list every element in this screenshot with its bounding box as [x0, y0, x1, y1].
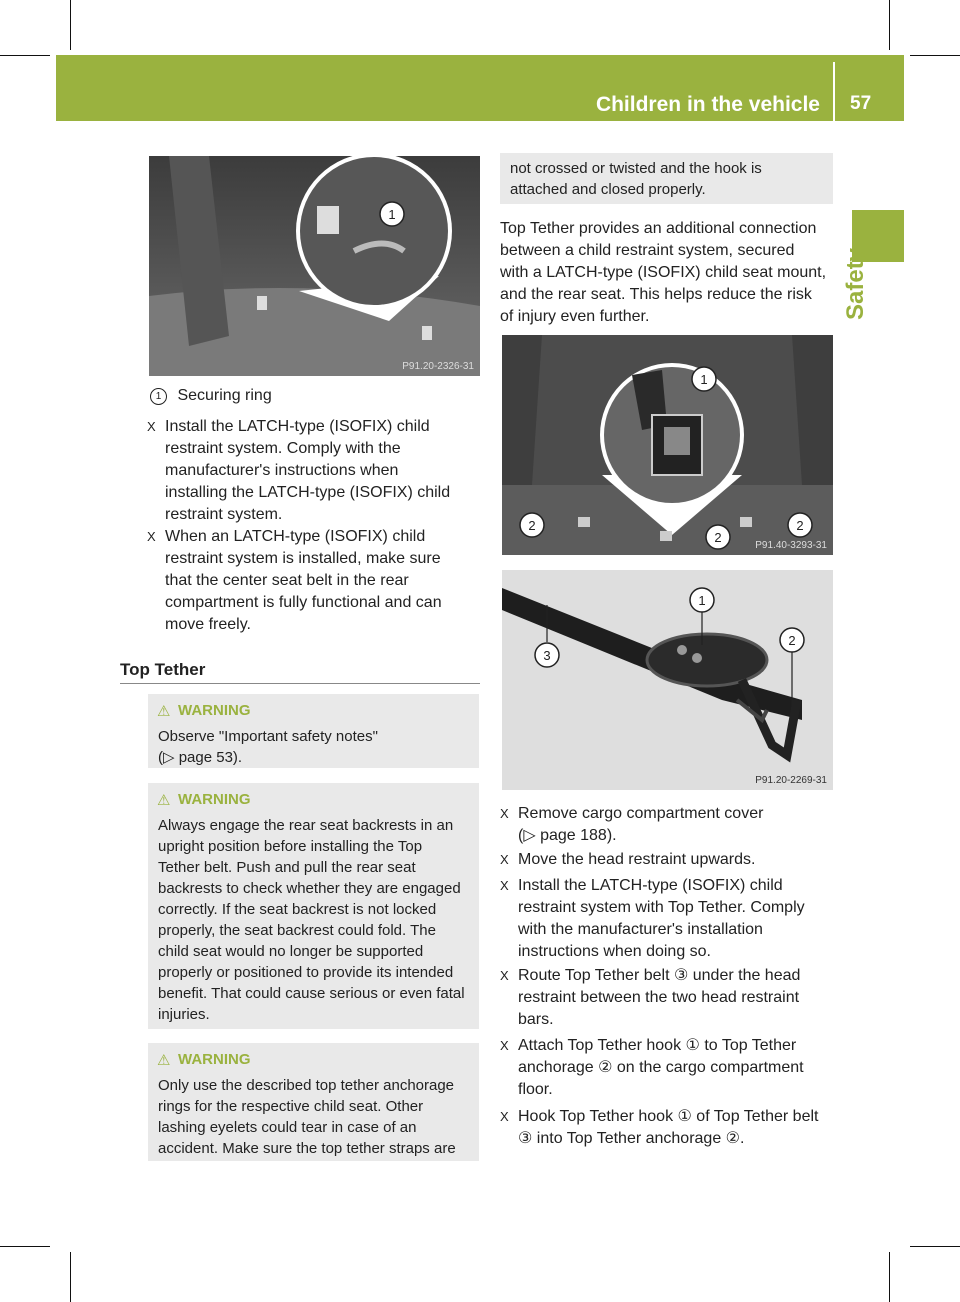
section-heading: Top Tether	[120, 660, 206, 679]
cargo-anchorage-photo	[502, 335, 833, 555]
crop-mark	[910, 55, 960, 56]
warning-text: Only use the described top tether anchorage rings for the respective child seat. Other lashing eyelets could tear in case of an accident. Make sure the top tether straps are	[158, 1077, 456, 1157]
step-text: Install the LATCH-type (ISOFIX) child restraint system. Comply with the manufacturer's instructions when installing the LATCH-type (ISOFIX) child restraint system.	[165, 418, 451, 523]
callout-number: 1	[698, 593, 706, 608]
step-text: Remove cargo compartment cover (▷ page 188).	[518, 805, 764, 844]
page-title: Children in the vehicle	[595, 93, 820, 116]
warning-text: Observe "Important safety notes" (▷ page 53).	[158, 728, 378, 766]
step-text: Route Top Tether belt ③ under the head restraint between the two head restraint bars.	[518, 967, 801, 1028]
step-text: Install the LATCH-type (ISOFIX) child restraint system with Top Tether. Comply with the manufacturer's installation instructions when doing so.	[518, 877, 805, 960]
arrow-icon: X	[500, 852, 509, 867]
step-text: Attach Top Tether hook ① to Top Tether anchorage ② on the cargo compartment floor.	[518, 1037, 804, 1098]
warning-text: Always engage the rear seat backrests in an upright position before installing the Top Tether belt. Push and pull the rear seat backrests to check whether they are engaged correctly. If the seat backrest is not locked properly, the seat backrest could fold. The child seat would no longer be supported properly or positioned to provide its intended benefit. That could cause serious or even fatal injuries.	[158, 817, 465, 1023]
photo-code: P91.20-2326-31	[402, 361, 474, 372]
callout-symbol: 1	[150, 388, 167, 405]
legend-securing-ring	[150, 385, 272, 407]
warning-title: WARNING	[178, 702, 251, 719]
warning-box	[148, 694, 479, 768]
callout-number: 2	[528, 518, 536, 533]
arrow-icon: X	[147, 419, 156, 434]
crop-mark	[0, 1246, 50, 1247]
crop-mark	[70, 0, 71, 50]
section-tab-label: Safety	[842, 247, 869, 320]
intro-paragraph: Top Tether provides an additional connection between a child restraint system, secured with a LATCH-type (ISOFIX) child seat mount, and the rear seat. This helps reduce the risk of injury even further.	[500, 220, 827, 325]
warning-triangle-icon: ⚠	[157, 792, 171, 809]
warning-triangle-icon: ⚠	[157, 703, 171, 720]
warning-title: WARNING	[178, 791, 251, 808]
callout-number: 1	[388, 207, 396, 222]
warning-box	[148, 783, 479, 1029]
callout-number: 3	[543, 648, 551, 663]
arrow-icon: X	[500, 968, 509, 983]
warning-box	[148, 1043, 479, 1161]
warning-box-continued	[500, 153, 833, 204]
arrow-icon: X	[500, 878, 509, 893]
seat-ring-photo	[149, 156, 480, 376]
warning-text: not crossed or twisted and the hook is attached and closed properly.	[510, 160, 762, 198]
photo-code: P91.40-3293-31	[755, 540, 827, 551]
callout-number: 1	[700, 372, 708, 387]
arrow-icon: X	[500, 806, 509, 821]
photo-code: P91.20-2269-31	[755, 775, 827, 786]
page-number: 57	[850, 93, 872, 114]
crop-mark	[70, 1252, 71, 1302]
crop-mark	[0, 55, 50, 56]
legend-label: Securing ring	[177, 387, 272, 404]
crop-mark	[910, 1246, 960, 1247]
crop-mark	[889, 1252, 890, 1302]
warning-triangle-icon: ⚠	[157, 1052, 171, 1069]
arrow-icon: X	[500, 1109, 509, 1124]
callout-number: 2	[796, 518, 804, 533]
callout-number: 2	[788, 633, 796, 648]
step-text: When an LATCH-type (ISOFIX) child restraint system is installed, make sure that the center seat belt in the rear compartment is fully functional and can move freely.	[165, 528, 442, 633]
arrow-icon: X	[147, 529, 156, 544]
header-divider	[833, 62, 835, 121]
heading-rule	[120, 683, 480, 684]
tether-hook-photo	[502, 570, 833, 790]
arrow-icon: X	[500, 1038, 509, 1053]
step-text: Move the head restraint upwards.	[518, 851, 756, 868]
warning-title: WARNING	[178, 1051, 251, 1068]
callout-number: 2	[714, 530, 722, 545]
step-text: Hook Top Tether hook ① of Top Tether belt ③ into Top Tether anchorage ②.	[518, 1108, 819, 1147]
crop-mark	[889, 0, 890, 50]
